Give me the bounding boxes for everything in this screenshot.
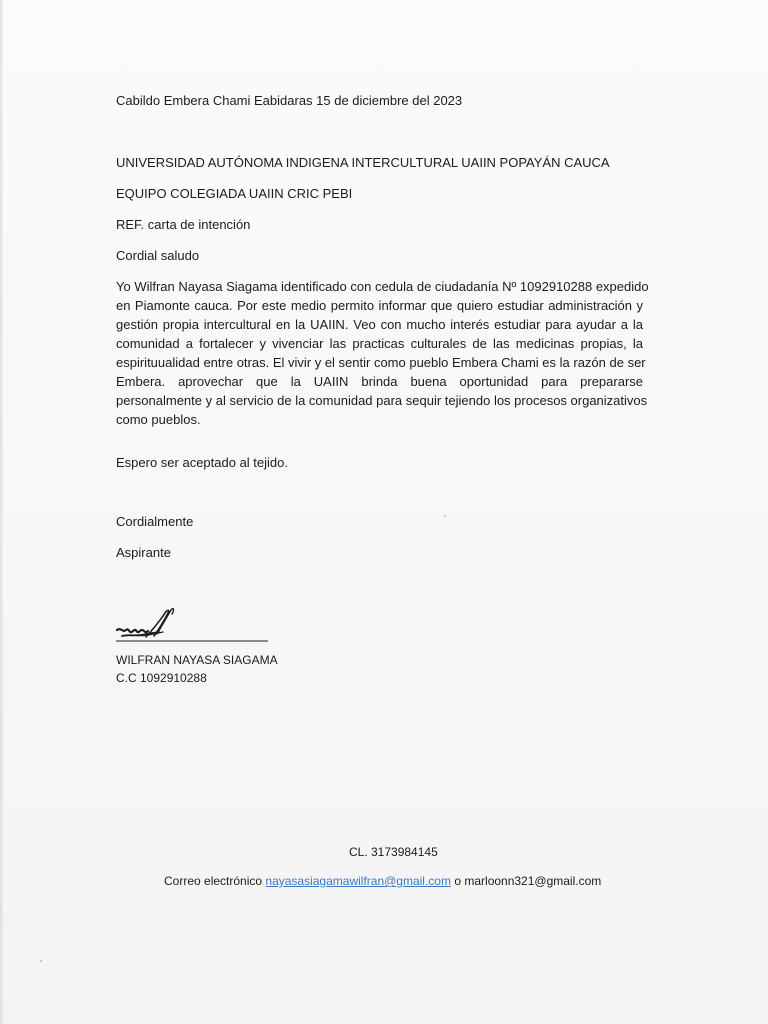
email-line — [164, 873, 601, 889]
signer-name: WILFRAN NAYASA SIAGAMA — [116, 653, 278, 667]
scan-edge-shadow — [0, 0, 4, 1024]
reference-line: REF. carta de intención — [116, 217, 251, 232]
recipient-team: EQUIPO COLEGIADA UAIIN CRIC PEBI — [116, 186, 353, 201]
greeting: Cordial saludo — [116, 248, 200, 263]
body-line: gestión propia intercultural en la UAIIN. Veo con mucho interés estudiar para ayudar a la — [116, 317, 643, 332]
phone-number: CL. 3173984145 — [349, 845, 438, 859]
body-paragraph — [116, 277, 649, 429]
body-line: Embera. aprovechar que la UAIIN brinda buena oportunidad para prepararse — [116, 374, 643, 389]
signature-icon — [113, 607, 273, 651]
scan-speck — [40, 960, 42, 962]
closing: Cordialmente — [116, 514, 194, 529]
role-label: Aspirante — [116, 545, 171, 560]
email-secondary: marloonn321@gmail.com — [464, 874, 602, 888]
body-line: espirituualidad entre otras. El vivir y el sentir como pueblo Embera Chami es la razón de ser — [116, 355, 646, 370]
scan-speck — [444, 515, 446, 517]
date-line: Cabildo Embera Chami Eabidaras 15 de diciembre del 2023 — [116, 93, 463, 108]
email-label: Correo electrónico — [164, 874, 263, 888]
email-connector: o — [454, 874, 462, 888]
body-line: Yo Wilfran Nayasa Siagama identificado con cedula de ciudadanía Nº 1092910288 expedido — [116, 279, 649, 294]
body-line: comunidad a fortalecer y vivenciar las practicas culturales de las medicinas propias, la — [116, 336, 643, 351]
signer-id: C.C 1092910288 — [116, 671, 207, 685]
body-line: personalmente y al servicio de la comunidad para sequir tejiendo los procesos organizativos — [116, 393, 648, 408]
hope-line: Espero ser aceptado al tejido. — [116, 455, 288, 470]
email-link-primary[interactable]: nayasasiagamawilfran@gmail.com — [265, 874, 451, 888]
recipient-institution: UNIVERSIDAD AUTÓNOMA INDIGENA INTERCULTURAL UAIIN POPAYÁN CAUCA — [116, 155, 610, 170]
body-line: como pueblos. — [116, 412, 201, 427]
body-line: en Piamonte cauca. Por este medio permito informar que quiero estudiar administración y — [116, 298, 643, 313]
